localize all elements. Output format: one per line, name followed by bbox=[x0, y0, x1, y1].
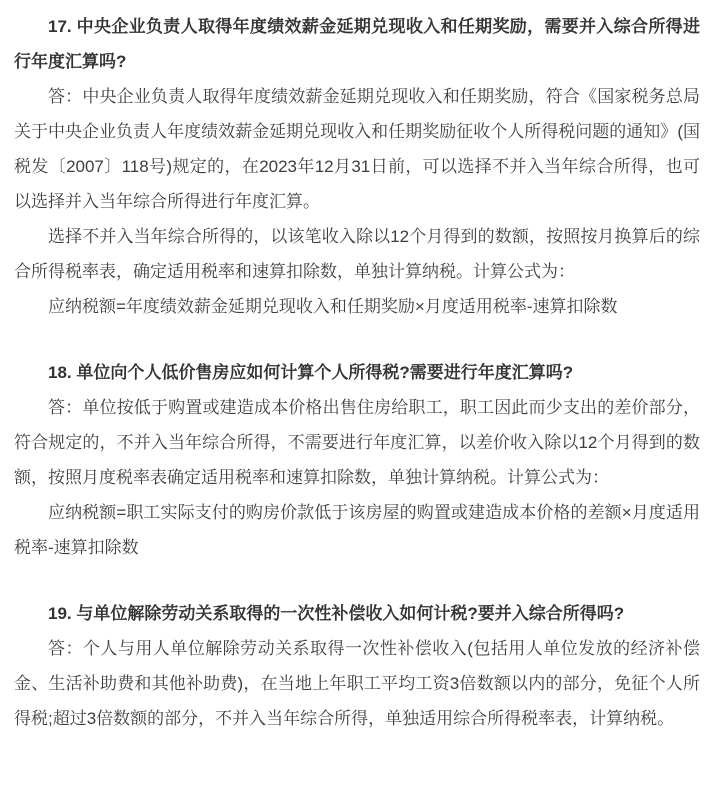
question-18-formula-paragraph: 应纳税额=职工实际支付的购房价款低于该房屋的购置或建造成本价格的差额×月度适用税率-速算扣除数 bbox=[14, 503, 700, 557]
question-19-heading: 19. 与单位解除劳动关系取得的一次性补偿收入如何计税?要并入综合所得吗? bbox=[48, 604, 625, 623]
question-18-heading: 18. 单位向个人低价售房应如何计算个人所得税?需要进行年度汇算吗? bbox=[48, 363, 574, 382]
qa-section-17 bbox=[14, 9, 700, 324]
qa-section-19 bbox=[14, 596, 700, 736]
qa-section-18 bbox=[14, 355, 700, 565]
question-17-answer-paragraph-2: 选择不并入当年综合所得的，以该笔收入除以12个月得到的数额，按照按月换算后的综合所得税率表，确定适用税率和速算扣除数，单独计算纳税。计算公式为： bbox=[14, 227, 700, 281]
question-17-answer-paragraph-1: 答：中央企业负责人取得年度绩效薪金延期兑现收入和任期奖励，符合《国家税务总局关于中央企业负责人年度绩效薪金延期兑现收入和任期奖励征收个人所得税问题的通知》(国税发〔2007〕118号)规定的，在2023年12月31日前，可以选择不并入当年综合所得，也可以选择并入当年综合所得进行年度汇算。 bbox=[14, 87, 700, 211]
question-18-answer-paragraph-1: 答：单位按低于购置或建造成本价格出售住房给职工，职工因此而少支出的差价部分，符合规定的，不并入当年综合所得，不需要进行年度汇算，以差价收入除以12个月得到的数额，按照月度税率表确定适用税率和速算扣除数，单独计算纳税。计算公式为： bbox=[14, 398, 700, 487]
question-17-formula-paragraph: 应纳税额=年度绩效薪金延期兑现收入和任期奖励×月度适用税率-速算扣除数 bbox=[48, 297, 618, 316]
question-17-heading: 17. 中央企业负责人取得年度绩效薪金延期兑现收入和任期奖励，需要并入综合所得进行年度汇算吗? bbox=[14, 17, 700, 71]
question-19-answer-paragraph-1: 答：个人与用人单位解除劳动关系取得一次性补偿收入(包括用人单位发放的经济补偿金、生活补助费和其他补助费)，在当地上年职工平均工资3倍数额以内的部分，免征个人所得税;超过3倍数额的部分，不并入当年综合所得，单独适用综合所得税率表，计算纳税。 bbox=[14, 639, 700, 728]
